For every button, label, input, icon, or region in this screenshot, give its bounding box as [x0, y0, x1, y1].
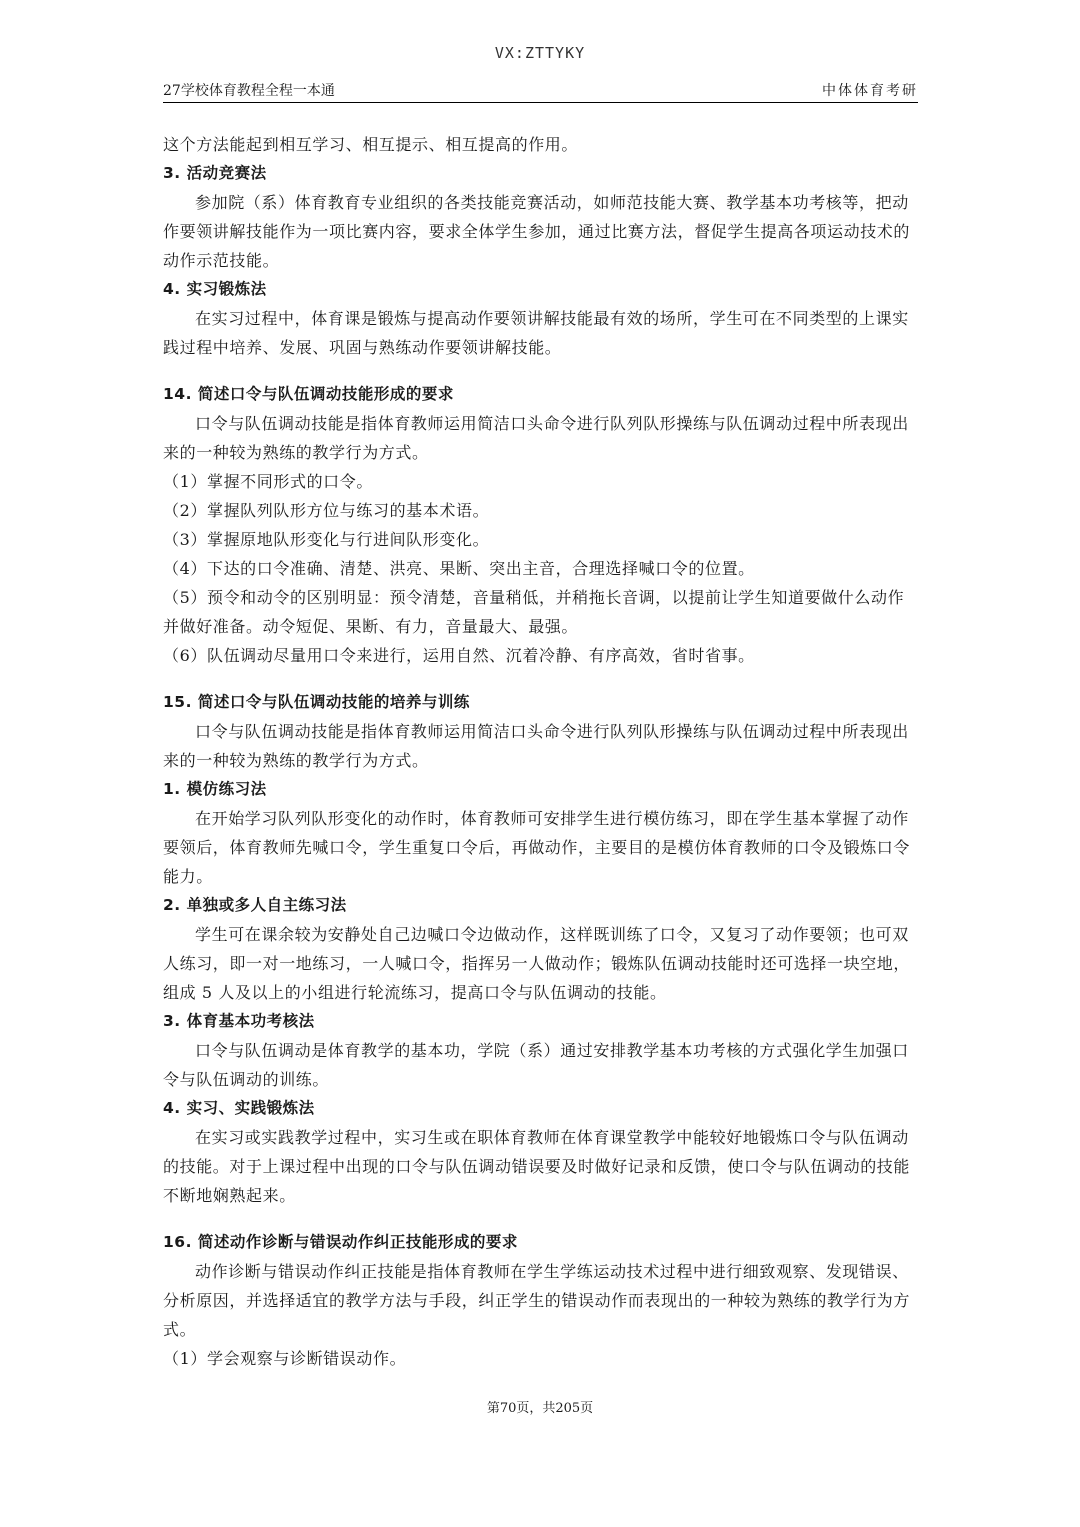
list-item: （1）掌握不同形式的口令。 — [163, 472, 373, 491]
paragraph: 学生可在课余较为安静处自己边喊口令边做动作，这样既训练了口令，又复习了动作要领；也可双人练习，即一对一地练习，一人喊口令，指挥另一人做动作；锻炼队伍调动技能时还可选择一块空地，组成 5 人及以上的小组进行轮流练习，提高口令与队伍调动的技能。 — [163, 925, 911, 1002]
list-item: （2）掌握队列队形方位与练习的基本术语。 — [163, 501, 490, 520]
list-item: （6）队伍调动尽量用口令来进行，运用自然、沉着冷静、有序高效，省时省事。 — [163, 646, 755, 665]
watermark: VX:ZTTYKY — [494, 44, 586, 62]
paragraph: 口令与队伍调动技能是指体育教师运用简洁口头命令进行队列队形操练与队伍调动过程中所表现出来的一种较为熟练的教学行为方式。 — [163, 414, 909, 462]
page-header — [163, 80, 918, 103]
subheading: 1. 模仿练习法 — [163, 780, 267, 798]
section-gap — [163, 670, 918, 688]
header-book-title: 27学校体育教程全程一本通 — [163, 83, 335, 99]
paragraph: 口令与队伍调动是体育教学的基本功，学院（系）通过安排教学基本功考核的方式强化学生加强口令与队伍调动的训练。 — [163, 1041, 909, 1089]
question-title: 15. 简述口令与队伍调动技能的培养与训练 — [163, 693, 470, 711]
paragraph: 在实习或实践教学过程中，实习生或在职体育教师在体育课堂教学中能较好地锻炼口令与队伍调动的技能。对于上课过程中出现的口令与队伍调动错误要及时做好记录和反馈，使口令与队伍调动的技能不断地娴熟起来。 — [163, 1128, 911, 1205]
header-publisher: 中体体育考研 — [822, 83, 918, 99]
subheading: 2. 单独或多人自主练习法 — [163, 896, 347, 914]
subheading: 3. 体育基本功考核法 — [163, 1012, 315, 1030]
paragraph: 动作诊断与错误动作纠正技能是指体育教师在学生学练运动技术过程中进行细致观察、发现错误、分析原因，并选择适宜的教学方法与手段，纠正学生的错误动作而表现出的一种较为熟练的教学行为方式。 — [163, 1262, 911, 1339]
subheading: 4. 实习、实践锻炼法 — [163, 1099, 315, 1117]
list-item: （1）学会观察与诊断错误动作。 — [163, 1349, 407, 1368]
subheading: 3. 活动竞赛法 — [163, 164, 267, 182]
section-gap — [163, 1210, 918, 1228]
section-gap — [163, 362, 918, 380]
subheading: 4. 实习锻炼法 — [163, 280, 267, 298]
page-number: 第70页，共205页 — [486, 1401, 594, 1416]
paragraph: 口令与队伍调动技能是指体育教师运用简洁口头命令进行队列队形操练与队伍调动过程中所表现出来的一种较为熟练的教学行为方式。 — [163, 722, 909, 770]
question-title: 16. 简述动作诊断与错误动作纠正技能形成的要求 — [163, 1233, 518, 1251]
paragraph: 参加院（系）体育教育专业组织的各类技能竞赛活动，如师范技能大赛、教学基本功考核等，把动作要领讲解技能作为一项比赛内容，要求全体学生参加，通过比赛方法，督促学生提高各项运动技术的动作示范技能。 — [163, 193, 911, 270]
list-item: （4）下达的口令准确、清楚、洪亮、果断、突出主音，合理选择喊口令的位置。 — [163, 559, 755, 578]
question-title: 14. 简述口令与队伍调动技能形成的要求 — [163, 385, 454, 403]
paragraph: 在开始学习队列队形变化的动作时，体育教师可安排学生进行模仿练习，即在学生基本掌握了动作要领后，体育教师先喊口令，学生重复口令后，再做动作，主要目的是模仿体育教师的口令及锻炼口令能力。 — [163, 809, 911, 886]
page-content — [163, 130, 918, 1373]
list-item: （5）预令和动令的区别明显：预令清楚，音量稍低，并稍拖长音调，以提前让学生知道要做什么动作并做好准备。动令短促、果断、有力，音量最大、最强。 — [163, 588, 905, 636]
list-item: （3）掌握原地队形变化与行进间队形变化。 — [163, 530, 490, 549]
paragraph: 在实习过程中，体育课是锻炼与提高动作要领讲解技能最有效的场所，学生可在不同类型的上课实践过程中培养、发展、巩固与熟练动作要领讲解技能。 — [163, 309, 909, 357]
paragraph: 这个方法能起到相互学习、相互提示、相互提高的作用。 — [163, 135, 579, 154]
